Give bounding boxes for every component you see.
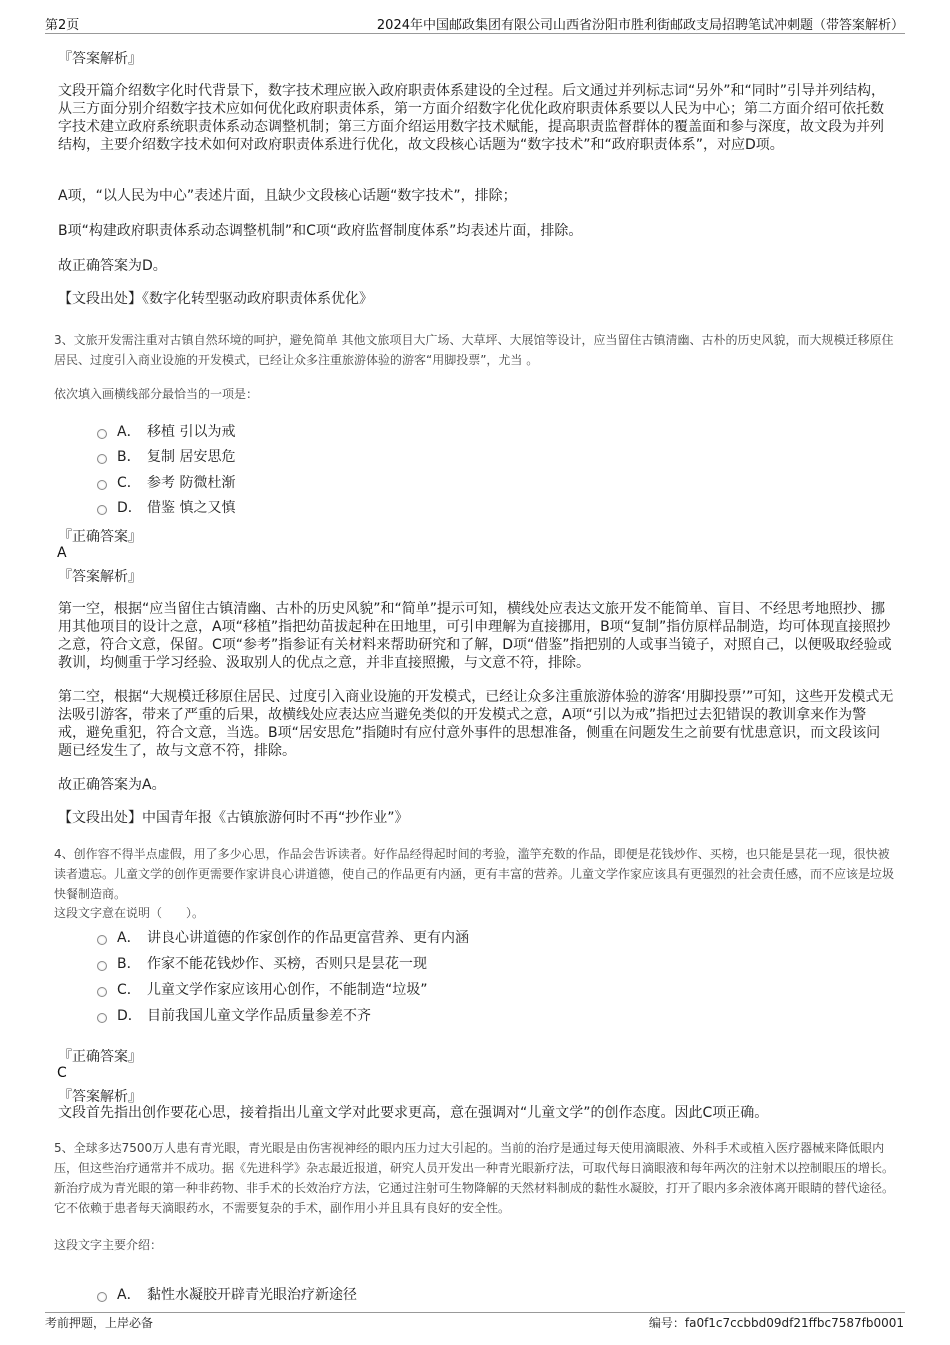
q4-prompt: 这段文字意在说明（ ）。 (54, 906, 205, 920)
q2-source: 【文段出处】《数字化转型驱动政府职责体系优化》 (58, 291, 373, 307)
option-text: 复制 居安思危 (147, 449, 236, 465)
q3-correct-label: 『正确答案』 (58, 529, 142, 545)
q4-stem: 4、创作容不得半点虚假，用了多少心思，作品会告诉读者。好作品经得起时间的考验，滥竽充数的作品，即便是花钱炒作、买榜，也只能是昙花一现，很快被读者遗忘。儿童文学的创作更需要作家讲良心讲道德，使自己的作品更有内涵，更有丰富的营养。儿童文学作家应该具有更强烈的社会责任感，而不应该是垃圾快餐制造商。 (54, 847, 895, 901)
option-text: 作家不能花钱炒作、买榜，否则只是昙花一现 (147, 956, 427, 972)
option-letter: B． (117, 956, 141, 972)
option-letter: C． (117, 982, 141, 998)
option-letter: A． (117, 1287, 141, 1303)
radio-icon[interactable] (97, 935, 107, 945)
q3-analysis-label: 『答案解析』 (58, 569, 142, 585)
option-text: 参考 防微杜渐 (147, 475, 236, 491)
q4-option-a[interactable] (97, 927, 469, 947)
radio-icon[interactable] (97, 987, 107, 997)
q4-option-d[interactable] (97, 1005, 371, 1025)
q4-analysis-p1: 文段首先指出创作要花心思，接着指出儿童文学对此要求更高，意在强调对“儿童文学”的创作态度。因此C项正确。 (58, 1105, 769, 1121)
q3-option-d[interactable] (97, 497, 235, 517)
q3-stem: 3、文旅开发需注重对古镇自然环境的呵护，避免简单 其他文旅项目大广场、大草坪、大展馆等设计，应当留住古镇清幽、古朴的历史风貌，而大规模迁移原住居民、过度引入商业设施的开发模式，已经让众多注重旅游体验的游客“用脚投票”，尤当 。 (54, 333, 894, 367)
q3-analysis-p3: 故正确答案为A。 (58, 777, 166, 793)
radio-icon[interactable] (97, 454, 107, 464)
q2-analysis-p1: 文段开篇介绍数字化时代背景下，数字技术理应嵌入政府职责体系建设的全过程。后文通过并列标志词“另外”和“同时”引导并列结构，从三方面分别介绍数字技术应如何优化政府职责体系，第一方面介绍数字化优化政府职责体系要以人民为中心；第二方面介绍可依托数字技术建立政府系统职责体系动态调整机制；第三方面介绍运用数字技术赋能，提高职责监督群体的覆盖面和参与深度，故文段为并列结构，主要介绍数字技术如何对政府职责体系进行优化，故文段核心话题为“数字技术”和“政府职责体系”，对应D项。 (58, 83, 886, 153)
footer-divider (45, 1312, 905, 1313)
radio-icon[interactable] (97, 1013, 107, 1023)
q4-correct-label: 『正确答案』 (58, 1049, 142, 1065)
radio-icon[interactable] (97, 505, 107, 515)
q3-analysis-p2: 第二空，根据“大规模迁移原住居民、过度引入商业设施的开发模式，已经让众多注重旅游体验的游客‘用脚投票’”可知，这些开发模式无法吸引游客，带来了严重的后果，故横线处应表达应当避免类似的开发模式之意，A项“引以为戒”指把过去犯错误的教训拿来作为警戒，避免重犯，符合文意，当选。B项“居安思危”指随时有应付意外事件的思想准备，侧重在问题发生之前要有忧患意识，而文段该问题已经发生了，故与文意不符，排除。 (58, 689, 894, 759)
q4-analysis-label: 『答案解析』 (58, 1089, 142, 1105)
radio-icon[interactable] (97, 429, 107, 439)
q3-option-c[interactable] (97, 472, 235, 492)
option-letter: D． (117, 1008, 142, 1024)
q3-correct-answer: A (57, 545, 67, 561)
q3-option-a[interactable] (97, 421, 235, 441)
q5-option-a[interactable] (97, 1284, 357, 1304)
option-text: 讲良心讲道德的作家创作的作品更富营养、更有内涵 (147, 930, 469, 946)
option-letter: B． (117, 449, 141, 465)
radio-icon[interactable] (97, 1292, 107, 1302)
q3-analysis-p1: 第一空，根据“应当留住古镇清幽、古朴的历史风貌”和“简单”提示可知，横线处应表达文旅开发不能简单、盲目、不经思考地照抄、挪用其他项目的设计之意，A项“移植”指把幼苗拔起种在田地里，可引申理解为直接挪用，B项“复制”指仿原样品制造，均可体现直接照抄之意，符合文意，保留。C项“参考”指参证有关材料来帮助研究和了解，D项“借鉴”指把别的人或事当镜子，对照自己，以便吸取经验或教训，均侧重于学习经验、汲取别人的优点之意，并非直接照搬，与文意不符，排除。 (58, 601, 892, 671)
option-text: 借鉴 慎之又慎 (147, 500, 236, 516)
option-letter: A． (117, 424, 141, 440)
q5-stem: 5、全球多达7500万人患有青光眼，青光眼是由伤害视神经的眼内压力过大引起的。当前的治疗是通过每天使用滴眼液、外科手术或植入医疗器械来降低眼内压，但这些治疗通常并不成功。据《先进科学》杂志最近报道，研究人员开发出一种青光眼新疗法，可取代每日滴眼液和每年两次的注射术以控制眼压的增长。新治疗成为青光眼的第一种非药物、非手术的长效治疗方法，它通过注射可生物降解的天然材料制成的黏性水凝胶，打开了眼内多余液体离开眼睛的替代途径。它不依赖于患者每天滴眼药水，不需要复杂的手术，副作用小并且具有良好的安全性。 (54, 1141, 895, 1215)
radio-icon[interactable] (97, 961, 107, 971)
option-text: 目前我国儿童文学作品质量参差不齐 (147, 1008, 371, 1024)
document-title: 2024年中国邮政集团有限公司山西省汾阳市胜利街邮政支局招聘笔试冲刺题（带答案解析） (376, 18, 904, 33)
q2-analysis-label: 『答案解析』 (58, 51, 142, 67)
page-number: 第2页 (45, 18, 80, 33)
option-text: 儿童文学作家应该用心创作，不能制造“垃圾” (147, 982, 428, 998)
option-text: 黏性水凝胶开辟青光眼治疗新途径 (147, 1287, 357, 1303)
document-code-value: fa0f1c7ccbbd09df21ffbc7587fb0001 (684, 1316, 904, 1330)
option-letter: A． (117, 930, 141, 946)
option-letter: C． (117, 475, 141, 491)
q5-prompt: 这段文字主要介绍： (54, 1238, 163, 1252)
header-divider (45, 33, 905, 34)
option-text: 移植 引以为戒 (147, 424, 236, 440)
q2-analysis-p3: B项“构建政府职责体系动态调整机制”和C项“政府监督制度体系”均表述片面，排除。 (58, 223, 583, 239)
footer-slogan: 考前押题，上岸必备 (45, 1316, 154, 1330)
radio-icon[interactable] (97, 480, 107, 490)
document-code (649, 1314, 904, 1331)
option-letter: D． (117, 500, 142, 516)
q3-option-b[interactable] (97, 446, 235, 466)
q2-analysis-p2: A项，“以人民为中心”表述片面，且缺少文段核心话题“数字技术”，排除； (58, 188, 517, 204)
q4-option-b[interactable] (97, 953, 427, 973)
q4-option-c[interactable] (97, 979, 428, 999)
q3-source: 【文段出处】中国青年报《古镇旅游何时不再“抄作业”》 (58, 810, 409, 826)
q3-prompt: 依次填入画横线部分最恰当的一项是： (54, 387, 259, 401)
document-code-label: 编号： (648, 1316, 685, 1330)
q4-correct-answer: C (57, 1065, 67, 1081)
q2-analysis-p4: 故正确答案为D。 (58, 258, 167, 274)
